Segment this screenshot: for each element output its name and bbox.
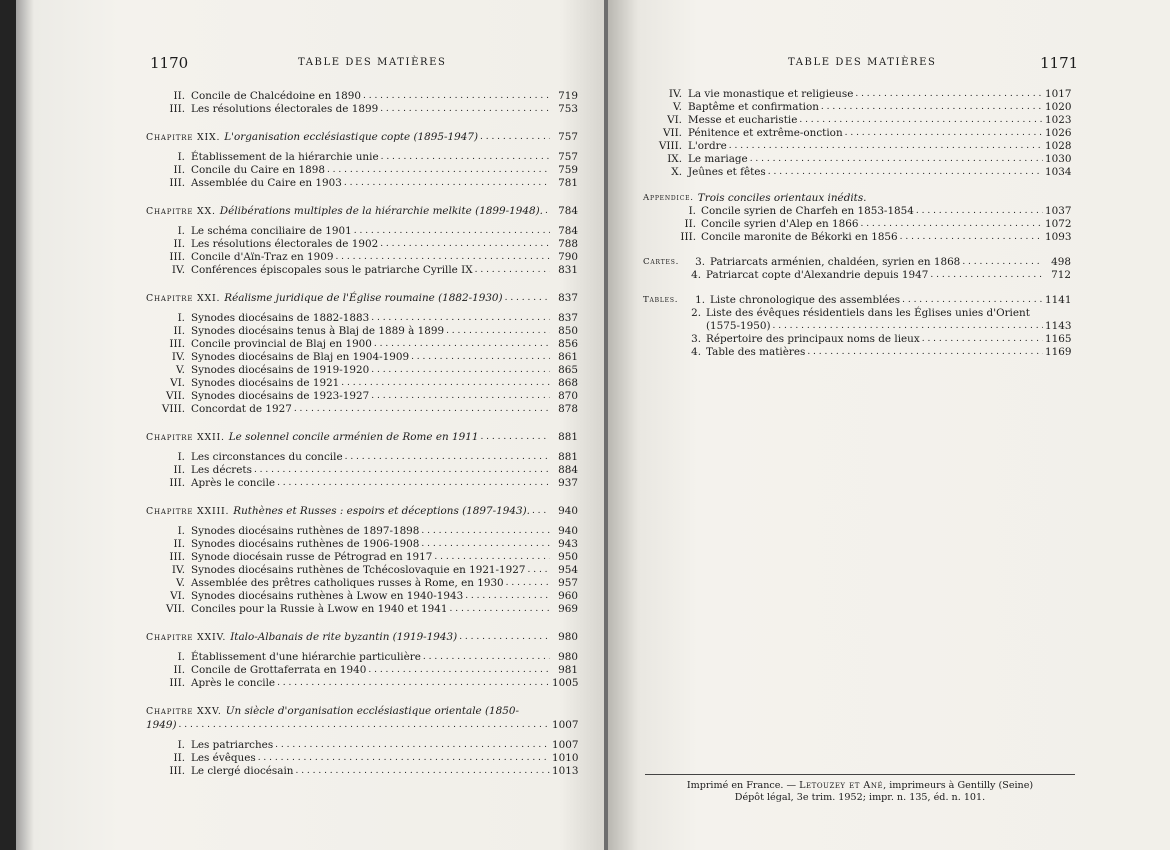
entry-number: VII. — [165, 603, 185, 615]
appendix-keyword: Appendice. — [643, 193, 694, 203]
entry-page: 719 — [558, 90, 578, 102]
chapter-entries — [146, 225, 578, 277]
entry-label: Assemblée du Caire en 1903 — [191, 177, 342, 189]
entry-number: II. — [173, 538, 185, 550]
entry-page: 788 — [558, 238, 578, 250]
entry-label: Concile de Chalcédoine en 1890 — [191, 90, 362, 102]
chapter-title-line — [146, 630, 578, 644]
entry-number: I. — [177, 151, 185, 163]
entry-page: 957 — [558, 577, 578, 589]
entry-label: L'ordre — [688, 140, 727, 152]
chapter-title-line — [146, 704, 578, 718]
entry-page: 498 — [1051, 256, 1071, 268]
entry-number: II. — [173, 664, 185, 676]
entry-page: 1072 — [1045, 218, 1072, 230]
entry-number: V. — [176, 577, 185, 589]
leader-dots — [773, 319, 1043, 333]
entry-label: Répertoire des principaux noms de lieux — [706, 333, 920, 345]
entry-page: 856 — [558, 338, 578, 350]
leader-dots — [902, 293, 1043, 307]
chapter-keyword: Chapitre XX. — [146, 206, 216, 217]
entry-label: Concile de Grottaferrata en 1940 — [191, 664, 367, 676]
entry-page: 1028 — [1045, 140, 1072, 152]
entry-label: Concile maronite de Békorki en 1856 — [701, 231, 898, 243]
entry-page: 865 — [558, 364, 578, 376]
running-title-left: TABLE DES MATIÈRES — [298, 57, 447, 68]
entry-number: II. — [173, 238, 185, 250]
chapter-heading — [146, 291, 578, 305]
leader-dots — [423, 650, 550, 664]
entry-page: 1165 — [1045, 333, 1072, 345]
entry-label: Jeûnes et fêtes — [688, 166, 766, 178]
leader-dots — [294, 402, 550, 416]
entry-number: V. — [176, 364, 185, 376]
entry-page: 943 — [558, 538, 578, 550]
entry-number: VII. — [165, 390, 185, 402]
entry-label: La vie monastique et religieuse — [688, 88, 854, 100]
entry-number: VIII. — [658, 140, 682, 152]
entry-page: 1020 — [1045, 101, 1072, 113]
right-page — [608, 0, 1170, 850]
entry-label: Concile syrien de Charfeh en 1853-1854 — [701, 205, 914, 217]
leader-dots — [505, 291, 550, 305]
imprint-text-c: , imprimeurs à Gentilly (Seine) — [883, 780, 1034, 791]
entry-page: 781 — [558, 177, 578, 189]
leader-dots — [480, 130, 550, 144]
entry-number: I. — [177, 312, 185, 324]
entry-label: Messe et eucharistie — [688, 114, 798, 126]
leader-dots — [799, 113, 1043, 127]
entry-number: III. — [169, 677, 185, 689]
tables-section — [643, 294, 1071, 359]
entry-page: 1017 — [1045, 88, 1072, 100]
imprint-text-a: Imprimé en France. — — [686, 780, 800, 791]
entry-label: Patriarcat copte d'Alexandrie depuis 1947 — [706, 269, 929, 281]
entry-number: 3. — [695, 256, 705, 268]
entry-label: Conciles pour la Russie à Lwow en 1940 et 1941 — [191, 603, 448, 615]
entry-page: 1026 — [1045, 127, 1072, 139]
entry-page: 1034 — [1045, 166, 1072, 178]
entry-page: 1143 — [1045, 320, 1072, 332]
chapter-heading — [146, 130, 578, 144]
entry-label: Synodes diocésains de 1923-1927 — [191, 390, 370, 402]
toc-left — [146, 90, 578, 780]
entry-label: Conférences épiscopales sous le patriarche Cyrille IX — [191, 264, 473, 276]
toc-entry — [643, 231, 1071, 244]
entry-page: 954 — [558, 564, 578, 576]
leader-dots — [341, 376, 550, 390]
leader-dots — [480, 430, 550, 444]
entry-page: 937 — [558, 477, 578, 489]
leader-dots — [807, 345, 1043, 359]
entry-number: II. — [173, 90, 185, 102]
toc-entry — [643, 294, 1071, 307]
chapter-entries — [146, 525, 578, 616]
leader-dots — [421, 537, 550, 551]
leader-dots — [450, 602, 551, 616]
toc-entry — [643, 269, 1071, 282]
toc-entry — [146, 177, 578, 190]
entry-label: Assemblée des prêtres catholiques russes à Rome, en 1930 — [191, 577, 504, 589]
entry-label: Les décrets — [191, 464, 252, 476]
entry-label: Synodes diocésains tenus à Blaj de 1889 à 1899 — [191, 325, 445, 337]
entry-page: 1093 — [1045, 231, 1072, 243]
toc-entry — [146, 765, 578, 778]
entry-label: Synodes diocésains de 1921 — [191, 377, 340, 389]
entry-number: IV. — [171, 264, 185, 276]
chapter-page: 881 — [558, 431, 578, 443]
entry-label: Baptême et confirmation — [688, 101, 819, 113]
leader-dots — [363, 89, 550, 103]
entry-label: Après le concile — [191, 677, 276, 689]
toc-entry — [146, 103, 578, 116]
entry-label: Les résolutions électorales de 1902 — [191, 238, 379, 250]
leader-dots — [465, 589, 550, 603]
entry-label: Synodes diocésains ruthènes à Lwow en 1940-1943 — [191, 590, 464, 602]
page-number-right: 1171 — [1040, 54, 1079, 72]
chapter-keyword: Chapitre XIX. — [146, 132, 221, 143]
entry-page: 759 — [558, 164, 578, 176]
leader-dots — [275, 738, 550, 752]
leader-dots — [421, 524, 550, 538]
entry-number: I. — [177, 225, 185, 237]
chapter-entries — [146, 312, 578, 416]
entry-number: IV. — [171, 351, 185, 363]
chapter-page: 980 — [558, 631, 578, 643]
entry-label: Pénitence et extrême-onction — [688, 127, 843, 139]
chapter-page: 757 — [558, 131, 578, 143]
chapter-title: Délibérations multiples de la hiérarchie melkite (1899-1948). — [219, 205, 543, 217]
entry-label: Synodes diocésains de 1882-1883 — [191, 312, 370, 324]
chapter-title-line — [146, 718, 578, 732]
appendix-title: Trois conciles orientaux inédits. — [697, 192, 867, 204]
imprint-printer: Letouzey et Ané — [799, 780, 884, 791]
entry-label: Concile syrien d'Alep en 1866 — [701, 218, 859, 230]
entry-label: Patriarcats arménien, chaldéen, syrien en 1868 — [710, 256, 961, 268]
leader-dots — [344, 176, 550, 190]
leader-dots — [295, 764, 550, 778]
entry-label: Les résolutions électorales de 1899 — [191, 103, 379, 115]
entry-page: 757 — [558, 151, 578, 163]
chapter-title-line — [146, 504, 578, 518]
entry-page: 1141 — [1045, 294, 1072, 306]
toc-entry — [146, 264, 578, 277]
entry-number: II. — [173, 464, 185, 476]
entry-page: 870 — [558, 390, 578, 402]
chapter-entries — [146, 739, 578, 778]
entry-page: 980 — [558, 651, 578, 663]
entry-label: Synodes diocésains de 1919-1920 — [191, 364, 370, 376]
entry-page: 884 — [558, 464, 578, 476]
entry-label: Concile du Caire en 1898 — [191, 164, 325, 176]
entry-page: 1005 — [552, 677, 579, 689]
imprint — [645, 780, 1075, 804]
leader-dots — [380, 102, 550, 116]
entry-page: 837 — [558, 312, 578, 324]
entry-page: 940 — [558, 525, 578, 537]
chapter-heading — [146, 504, 578, 518]
chapter-title-line — [146, 130, 578, 144]
entry-page: 981 — [558, 664, 578, 676]
toc-right — [643, 88, 1071, 371]
entry-page: 850 — [558, 325, 578, 337]
leader-dots — [327, 163, 550, 177]
leader-dots — [475, 263, 550, 277]
running-title-right: TABLE DES MATIÈRES — [788, 57, 937, 68]
chapter-entries — [146, 451, 578, 490]
leader-dots — [277, 676, 550, 690]
entry-number: 1. — [695, 294, 705, 306]
entry-number: III. — [169, 251, 185, 263]
leader-dots — [459, 630, 550, 644]
entry-number: II. — [684, 218, 696, 230]
leader-dots — [371, 363, 550, 377]
page-number-left: 1170 — [150, 54, 189, 72]
leader-dots — [821, 100, 1043, 114]
chapter-entries — [146, 151, 578, 190]
entry-label: Établissement d'une hiérarchie particulière — [191, 651, 421, 663]
appendix-section — [643, 191, 1071, 244]
entry-number: VII. — [662, 127, 682, 139]
entry-label: Synodes diocésains ruthènes de 1906-1908 — [191, 538, 420, 550]
entry-number: III. — [169, 551, 185, 563]
entry-number: III. — [169, 765, 185, 777]
chapter-entries — [146, 651, 578, 690]
entry-page: 831 — [558, 264, 578, 276]
chapter-title-line — [146, 430, 578, 444]
entry-page: 1169 — [1045, 346, 1072, 358]
leader-dots — [371, 311, 550, 325]
entry-page: 784 — [558, 225, 578, 237]
entry-label: Synodes diocésains de Blaj en 1904-1909 — [191, 351, 410, 363]
leader-dots — [345, 450, 550, 464]
entry-number: 4. — [691, 269, 701, 281]
entry-page: 950 — [558, 551, 578, 563]
left-header — [0, 54, 604, 74]
entry-label: Les patriarches — [191, 739, 274, 751]
entry-number: III. — [169, 477, 185, 489]
leader-dots — [900, 230, 1043, 244]
lead-entries — [643, 88, 1071, 179]
entry-number: 2. — [691, 307, 701, 319]
entry-page: 1007 — [552, 739, 579, 751]
entry-label: Liste chronologique des assemblées — [710, 294, 901, 306]
book-edge-shadow — [0, 0, 16, 850]
imprint-rule — [645, 774, 1075, 775]
leader-dots — [371, 389, 550, 403]
leader-dots — [750, 152, 1043, 166]
chapter-title-line — [146, 291, 578, 305]
entry-number: IV. — [171, 564, 185, 576]
entry-label: Les évêques — [191, 752, 256, 764]
toc-entry — [146, 677, 578, 690]
entry-number: VI. — [667, 114, 682, 126]
leader-dots — [506, 576, 550, 590]
entry-label: Établissement de la hiérarchie unie — [191, 151, 379, 163]
entry-number: I. — [688, 205, 696, 217]
entry-label: Concile provincial de Blaj en 1900 — [191, 338, 372, 350]
appendix-heading — [643, 191, 1071, 205]
entry-number: II. — [173, 752, 185, 764]
entry-page: 790 — [558, 251, 578, 263]
entry-number: X. — [671, 166, 682, 178]
entry-page: 881 — [558, 451, 578, 463]
entry-number: III. — [169, 177, 185, 189]
entry-page: 878 — [558, 403, 578, 415]
entry-number: III. — [169, 338, 185, 350]
toc-entry — [146, 403, 578, 416]
entry-number: III. — [680, 231, 696, 243]
chapter-keyword: Chapitre XXII. — [146, 432, 225, 443]
entry-number: I. — [177, 739, 185, 751]
entry-label: Après le concile — [191, 477, 276, 489]
entry-page: 960 — [558, 590, 578, 602]
chapter-title: Réalisme juridique de l'Église roumaine (1882-1930) — [224, 292, 503, 304]
leader-dots — [528, 563, 551, 577]
entry-number: I. — [177, 651, 185, 663]
toc-entry — [146, 551, 578, 564]
entry-label: Concordat de 1927 — [191, 403, 292, 415]
toc-entry — [146, 477, 578, 490]
chapter-title: Un siècle d'organisation ecclésiastique orientale (1850- — [225, 705, 520, 717]
chapter-keyword: Chapitre XXIV. — [146, 632, 227, 643]
leader-dots — [254, 463, 550, 477]
entry-number: VI. — [170, 377, 185, 389]
entry-page: 1030 — [1045, 153, 1072, 165]
entry-number: 4. — [691, 346, 701, 358]
entry-label: Le schéma conciliaire de 1901 — [191, 225, 352, 237]
chapter-title-cont: 1949) — [146, 719, 177, 731]
entry-page: 1013 — [552, 765, 579, 777]
leader-dots — [729, 139, 1043, 153]
chapter-title: Ruthènes et Russes : espoirs et déceptions (1897-1943). — [233, 505, 530, 517]
entry-number: II. — [173, 325, 185, 337]
entry-label-cont: (1575-1950) — [706, 320, 771, 332]
entry-label: Synodes diocésains ruthènes de Tchécoslovaquie en 1921-1927 — [191, 564, 526, 576]
leader-dots — [179, 718, 551, 732]
entry-number: IV. — [668, 88, 682, 100]
leader-dots — [434, 550, 550, 564]
leader-dots — [545, 204, 550, 218]
leader-dots — [335, 250, 550, 264]
leader-dots — [532, 504, 550, 518]
leader-dots — [374, 337, 550, 351]
entry-number: V. — [673, 101, 682, 113]
entry-label: Le mariage — [688, 153, 748, 165]
toc-entry — [643, 166, 1071, 179]
leader-dots — [855, 87, 1043, 101]
imprint-line-2: Dépôt légal, 3e trim. 1952; impr. n. 135, éd. n. 101. — [734, 792, 986, 803]
entry-number: I. — [177, 451, 185, 463]
chapter-keyword: Chapitre XXV. — [146, 706, 222, 717]
entry-page: 868 — [558, 377, 578, 389]
entry-page: 969 — [558, 603, 578, 615]
entry-number: 3. — [691, 333, 701, 345]
chapter-title: Italo-Albanais de rite byzantin (1919-1943) — [230, 631, 458, 643]
entry-number: IX. — [667, 153, 682, 165]
chapter-keyword: Chapitre XXI. — [146, 293, 221, 304]
leader-dots — [768, 165, 1043, 179]
chapter-page: 940 — [558, 505, 578, 517]
entry-page: 1010 — [552, 752, 579, 764]
entry-number: VI. — [170, 590, 185, 602]
toc-entry — [643, 346, 1071, 359]
chapter-page: 837 — [558, 292, 578, 304]
leader-dots — [380, 237, 550, 251]
chapter-title: Le solennel concile arménien de Rome en 1911 — [228, 431, 479, 443]
leader-dots — [381, 150, 550, 164]
entry-number: I. — [177, 525, 185, 537]
entry-label: Les circonstances du concile — [191, 451, 343, 463]
chapter-title: L'organisation ecclésiastique copte (1895-1947) — [224, 131, 478, 143]
leader-dots — [845, 126, 1043, 140]
chapter-title-line — [146, 204, 578, 218]
imprint-line-1 — [645, 780, 1075, 792]
tables-keyword: Tables. — [643, 295, 679, 305]
entry-label: Synode diocésain russe de Pétrograd en 1917 — [191, 551, 433, 563]
leader-dots — [962, 255, 1043, 269]
entry-label: Table des matières — [706, 346, 806, 358]
leader-dots — [930, 268, 1043, 282]
entry-page: 712 — [1051, 269, 1071, 281]
entry-label: Concile d'Aïn-Traz en 1909 — [191, 251, 334, 263]
right-header — [608, 54, 1170, 74]
entry-label: Le clergé diocésain — [191, 765, 294, 777]
leader-dots — [922, 332, 1043, 346]
entry-number: II. — [173, 164, 185, 176]
chapter-page: 1007 — [552, 719, 579, 731]
leader-dots — [860, 217, 1043, 231]
leader-dots — [354, 224, 550, 238]
leader-dots — [446, 324, 550, 338]
chapter-keyword: Chapitre XXIII. — [146, 506, 230, 517]
chapter-heading — [146, 704, 578, 732]
entry-page: 753 — [558, 103, 578, 115]
entry-page: 1023 — [1045, 114, 1072, 126]
entry-page: 1037 — [1045, 205, 1072, 217]
chapter-heading — [146, 630, 578, 644]
chapter-heading — [146, 430, 578, 444]
entry-label: Synodes diocésains ruthènes de 1897-1898 — [191, 525, 420, 537]
toc-entry — [146, 603, 578, 616]
leader-dots — [277, 476, 550, 490]
chapter-heading — [146, 204, 578, 218]
entry-number: III. — [169, 103, 185, 115]
entry-label: Liste des évêques résidentiels dans les Églises unies d'Orient — [706, 307, 1030, 319]
cartes-keyword: Cartes. — [643, 257, 680, 267]
leader-dots — [411, 350, 550, 364]
leader-dots — [368, 663, 550, 677]
cartes-section — [643, 256, 1071, 282]
entry-page: 861 — [558, 351, 578, 363]
leader-dots — [916, 204, 1043, 218]
chapter-page: 784 — [558, 205, 578, 217]
leader-dots — [258, 751, 550, 765]
entry-number: VIII. — [161, 403, 185, 415]
